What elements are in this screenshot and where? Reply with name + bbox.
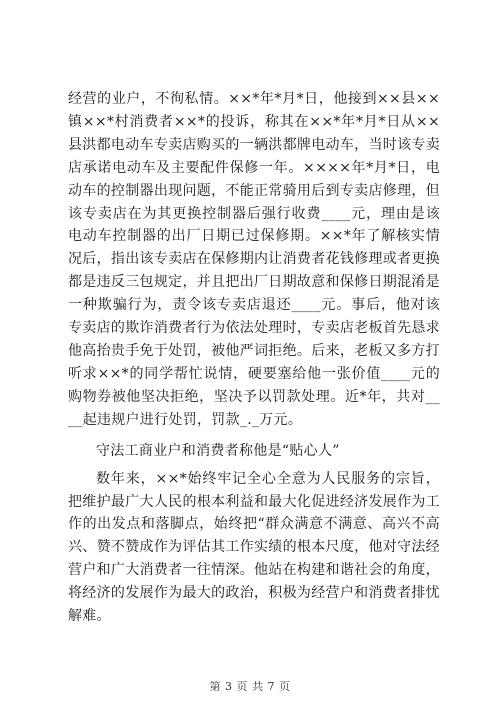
section-heading: 守法工商业户和消费者称他是“贴心人”	[96, 442, 340, 459]
body-paragraph: 经营的业户，不徇私情。××*年*月*日，他接到××县××镇××*村消费者××*的投诉，称其在××*年*月*日从××县洪都电动车专卖店购买的一辆洪都牌电动车，当时该专卖店承诺电动车及主要配件保修一年。××××年*月*日，电动车的控制器出现问题，不能正常骑用后到专卖店修理，但该专卖店在为其更换控制器后强行收费____元，理由是该电动车控制器的出厂日期已过保修期。××*年了解核实情况后，指出该专卖店在保修期内让消费者花钱修理或者更换都是违反三包规定，并且把出厂日期故意和保修日期混淆是一种欺骗行为，责令该专卖店退还____元。事后，他对该专卖店的欺诈消费者行为依法处理时，专卖店老板首先恳求他高抬贵手免于处罚，被他严词拒绝。后来，老板又多方打听求××*的同学帮忙说情，硬要塞给他一张价值____元的购物券被他坚决拒绝，坚决予以罚款处理。近*年，共对____起违规户进行处罚，罚款_._万元。	[68, 91, 440, 428]
page-footer: 第 3 页 共 7 页	[209, 680, 291, 693]
body-paragraph: 数年来，××*始终牢记全心全意为人民服务的宗旨，把维护最广大人民的根本利益和最大化促进经济发展作为工作的出发点和落脚点，始终把“群众满意不满意、高兴不高兴、赞不赞成作为评估其工作实绩的根本尺度，他对守法经营户和广大消费者一往情深。他站在构建和谐社会的角度，将经济的发展作为最大的政治，积极为经营户和消费者排忧解难。	[68, 470, 440, 625]
document-body	[68, 88, 440, 628]
